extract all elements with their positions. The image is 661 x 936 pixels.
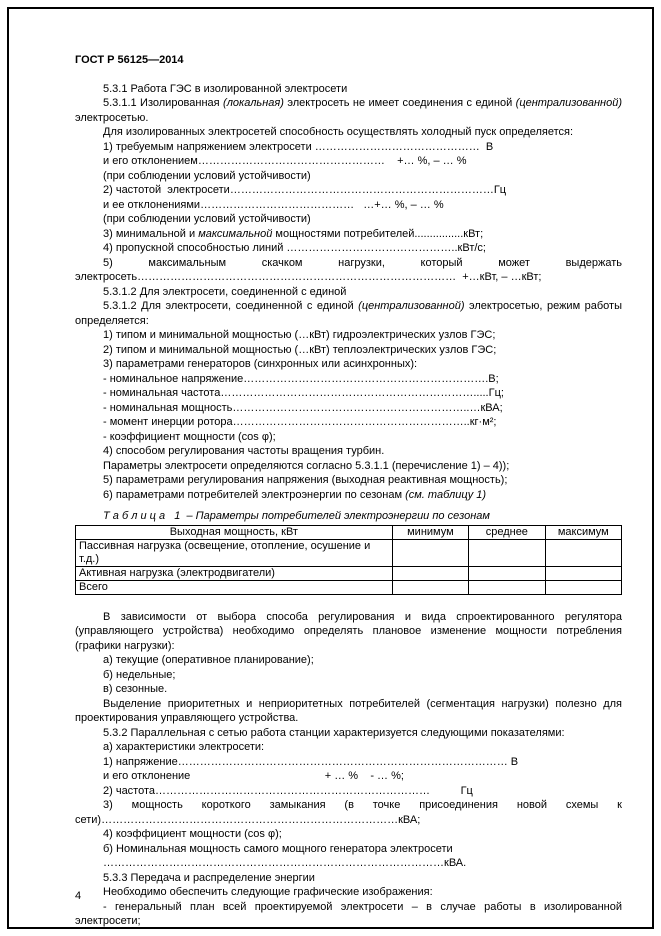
list-item-continuation: электросеть…………………………………………………………………………… +…кВт, – …кВт; xyxy=(75,271,542,283)
table-cell-empty xyxy=(392,539,468,566)
table-cell-empty xyxy=(469,580,545,594)
list-item: а) текущие (оперативное планирование); xyxy=(103,654,314,666)
list-item: - генеральный план всей проектируемой электросети – в случае работы в изолированной электросети; xyxy=(75,900,622,927)
paragraph: (при соблюдении условий устойчивости) xyxy=(103,169,311,182)
list-item: - момент инерции ротора………………………………………………………..кг·м²; xyxy=(103,416,497,428)
list-item: 3) параметрами генераторов (синхронных или асинхронных): xyxy=(103,358,418,370)
text-run-italic: (централизованной) xyxy=(358,300,465,312)
text-run: 5.3.1.2 Для электросети, соединенной с единой xyxy=(103,300,359,312)
section-5-3-2-heading: 5.3.2 Параллельная с сетью работа станции характеризуется следующими показателями: xyxy=(103,726,565,739)
text-run: 6) параметрами потребителей электроэнергии по сезонам xyxy=(103,488,406,501)
list-item: 1) напряжение……………………………………………………………………………… В xyxy=(103,755,519,768)
section-5-3-1-heading: 5.3.1 Работа ГЭС в изолированной электросети xyxy=(103,82,348,95)
text-run: электросеть не имеет соединения с единой xyxy=(283,97,516,109)
table-header-cell: максимум xyxy=(545,525,621,539)
list-item: б) недельные; xyxy=(103,668,176,681)
list-item: и ее отклонениями…………………………………… …+… %, – … % xyxy=(103,198,444,211)
table-row xyxy=(76,566,622,580)
list-item: - номинальная частота…………………………………………………………….....Гц; xyxy=(103,387,504,399)
text-run-italic: (локальная) xyxy=(223,97,284,109)
list-item: - номинальная мощность………………………………………………………..…кВА; xyxy=(103,401,503,414)
table-header-row xyxy=(76,525,622,539)
table-cell-empty xyxy=(469,566,545,580)
table-row xyxy=(76,539,622,566)
text-run: электросетью. xyxy=(75,111,149,124)
list-item-continuation: сети)………………………………………………………………………кВА; xyxy=(75,813,421,826)
table-cell-label: Активная нагрузка (электродвигатели) xyxy=(76,566,393,580)
list-item xyxy=(75,488,622,503)
list-item: 4) способом регулирования частоты вращения турбин. xyxy=(103,445,385,457)
table-header-cell: минимум xyxy=(392,525,468,539)
section-5-3-3-heading: 5.3.3 Передача и распределение энергии xyxy=(103,871,315,884)
list-item: 4) пропускной способностью линий ………………………………………..кВт/с; xyxy=(103,242,486,254)
table-cell-empty xyxy=(392,566,468,580)
text-run: электросетью, режим работы определяется: xyxy=(75,300,622,327)
paragraph: Для изолированных электросетей способность осуществлять холодный пуск определяется: xyxy=(103,126,574,138)
list-item: - коэффициент мощности (cos φ); xyxy=(103,430,276,443)
paragraph xyxy=(75,299,622,328)
document-header: ГОСТ Р 56125—2014 xyxy=(75,54,184,66)
list-item: - номинальное напряжение………………………………………………………….В; xyxy=(103,372,499,385)
paragraph xyxy=(75,96,622,125)
list-item-continuation: …………………………………………………………………………………кВА. xyxy=(103,857,467,869)
list-item: 2) частотой электросети………………………………………………………………Гц xyxy=(103,184,507,196)
table-header-cell: среднее xyxy=(469,525,545,539)
table-cell-empty xyxy=(545,580,621,594)
list-item: 2) типом и минимальной мощностью (…кВт) теплоэлектрических узлов ГЭС; xyxy=(103,343,497,356)
list-item: б) Номинальная мощность самого мощного генератора электросети xyxy=(103,842,453,855)
list-item: 1) требуемым напряжением электросети ……………………………………… В xyxy=(103,140,494,153)
table-row xyxy=(76,580,622,594)
text-run: 3) минимальной и xyxy=(103,227,199,240)
page-border xyxy=(7,7,654,929)
page-number: 4 xyxy=(75,889,82,902)
table-cell-empty xyxy=(545,539,621,566)
list-item: 4) коэффициент мощности (cos φ); xyxy=(103,828,282,840)
parameters-table xyxy=(75,525,622,595)
text-run: мощностями потребителей................кВт; xyxy=(272,227,484,240)
paragraph: (при соблюдении условий устойчивости) xyxy=(103,213,311,225)
list-item: 5) параметрами регулирования напряжения (выходная реактивная мощность); xyxy=(103,474,508,486)
list-item xyxy=(75,227,622,242)
list-item xyxy=(75,285,622,300)
list-item: 3) мощность короткого замыкания (в точке присоединения новой схемы к xyxy=(103,799,622,811)
text-run-italic: (централизованной) xyxy=(515,97,622,109)
text-run-italic: максимальной xyxy=(198,227,273,240)
table-cell-label: Всего xyxy=(76,580,393,594)
paragraph: В зависимости от выбора способа регулирования и вида спроектированного регулятора (управляющего устройства) необходимо определять плановое изменение мощности потребления (графики нагрузки): xyxy=(75,610,622,652)
table-caption: Т а б л и ц а 1 – Параметры потребителей электроэнергии по сезонам xyxy=(103,510,490,522)
list-item: и его отклонением…………………………………………… +… %, – … % xyxy=(103,155,467,167)
table-cell-label: Пассивная нагрузка (освещение, отопление, осушение и т.д.) xyxy=(76,539,393,566)
list-item: 2) частота………………………………………………………………… Гц xyxy=(103,784,473,797)
paragraph: Параметры электросети определяются согласно 5.3.1.1 (перечисление 1) – 4)); xyxy=(103,459,510,472)
list-item: а) характеристики электросети: xyxy=(103,741,265,753)
text-run: 5.3.1.1 Изолированная xyxy=(103,97,224,109)
table-header-cell: Выходная мощность, кВт xyxy=(76,525,393,539)
list-item: 1) типом и минимальной мощностью (…кВт) гидроэлектрических узлов ГЭС; xyxy=(103,329,496,341)
paragraph: Выделение приоритетных и неприоритетных потребителей (сегментация нагрузки) полезно для проектирования управляющего устройства. xyxy=(75,697,622,724)
table-cell-empty xyxy=(469,539,545,566)
table-cell-empty xyxy=(545,566,621,580)
text-run-italic: (см. таблицу 1) xyxy=(405,488,487,501)
text-run: 5.3.1.2 Для электросети, соединенной с единой xyxy=(103,285,347,298)
list-item: в) сезонные. xyxy=(103,683,168,695)
paragraph: Необходимо обеспечить следующие графические изображения: xyxy=(103,886,433,898)
list-item: и его отклонение + … % - … %; xyxy=(103,770,404,782)
list-item: 5) максимальным скачком нагрузки, который может выдержать xyxy=(103,256,622,269)
table-cell-empty xyxy=(392,580,468,594)
